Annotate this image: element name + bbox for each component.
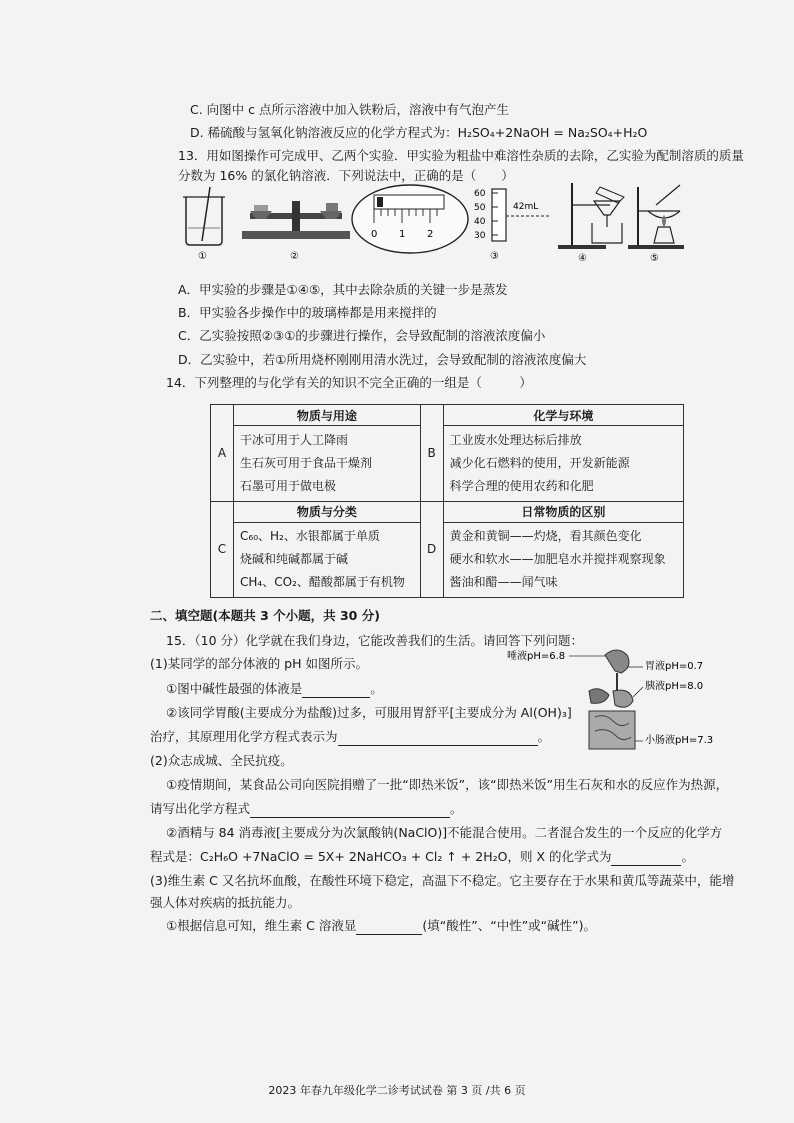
q13-apparatus-figure	[180, 183, 710, 268]
q15-part2-q2b: 程式是：C₂H₆O +7NaClO = 5X+ 2NaHCO₃ + Cl₂ ↑ + 2H₂O，则 X 的化学式为 。	[150, 849, 694, 864]
table-item: 工业废水处理达标后排放	[449, 432, 582, 447]
svg-text:42mL: 42mL	[513, 202, 539, 212]
svg-text:1: 1	[399, 229, 406, 240]
q15-part3: (3)维生素 C 又名抗坏血酸，在酸性环境下稳定，高温下不稳定。它主要存在于水果和黄瓜等蔬菜中，能增	[150, 873, 735, 888]
q15-stem: 15．（10 分）化学就在我们身边，它能改善我们的生活。请回答下列问题：	[166, 633, 584, 648]
q15-part1-q2: ②该同学胃酸(主要成分为盐酸)过多，可服用胃舒平[主要成分为 Al(OH)₃]	[166, 705, 572, 720]
table-title-a: 物质与用途	[234, 405, 421, 426]
q13-stem-line1: 13．用如图操作可完成甲、乙两个实验．甲实验为粗盐中难溶性杂质的去除，乙实验为配制溶质的质量	[178, 148, 744, 163]
answer-blank[interactable]	[302, 683, 370, 698]
answer-blank[interactable]	[250, 803, 450, 818]
table-item: 干冰可用于人工降雨	[240, 432, 349, 447]
ph-gastric-label: 胃液pH=0.7	[645, 661, 704, 672]
q15-part2-q1: ①疫情期间，某食品公司向医院捐赠了一批“即热米饭”，该“即热米饭”用生石灰和水的反应作为热源，	[166, 777, 729, 792]
evaporating-dish-icon	[628, 185, 684, 264]
svg-text:30: 30	[474, 231, 486, 241]
svg-text:①: ①	[198, 251, 207, 262]
q13-option-d: D．乙实验中，若①所用烧杯刚刚用清水洗过，会导致配制的溶液浓度偏大	[178, 352, 587, 367]
table-item: 科学合理的使用农药和化肥	[449, 478, 594, 493]
svg-text:2: 2	[427, 229, 434, 240]
ph-pancreatic-label: 胰液pH=8.0	[645, 681, 704, 692]
q12-option-d: D. 稀硫酸与氢氧化钠溶液反应的化学方程式为：H₂SO₄+2NaOH = Na₂SO₄+H₂O	[190, 125, 648, 140]
filtration-apparatus-icon	[558, 183, 624, 264]
table-cell-a	[234, 426, 421, 502]
svg-text:50: 50	[474, 203, 486, 213]
ph-body-diagram	[505, 645, 735, 763]
table-item: 酱油和醋——闻气味	[449, 575, 558, 590]
table-item: 生石灰可用于食品干燥剂	[240, 455, 373, 470]
q15-part3-q1: ①根据信息可知，维生素 C 溶液显 (填“酸性”、“中性”或“碱性”)。	[166, 918, 596, 933]
table-cell-d	[443, 522, 683, 598]
svg-text:②: ②	[290, 251, 299, 262]
table-item: 黄金和黄铜——灼烧，看其颜色变化	[449, 529, 642, 544]
svg-text:③: ③	[490, 251, 499, 262]
table-item: 石墨可用于做电极	[240, 478, 337, 493]
table-label-d: D	[420, 501, 443, 598]
q13-option-a: A．甲实验的步骤是①④⑤，其中去除杂质的关键一步是蒸发	[178, 282, 508, 297]
page-footer: 2023 年春九年级化学二诊考试试卷 第 3 页 /共 6 页	[268, 1084, 526, 1097]
table-cell-c	[234, 522, 421, 598]
beaker-icon	[183, 187, 225, 262]
table-item: 减少化石燃料的使用，开发新能源	[449, 455, 630, 470]
q14-knowledge-table	[210, 404, 684, 598]
ruler-zoom-icon	[352, 185, 468, 253]
table-item: 硬水和软水——加肥皂水并搅拌观察现象	[449, 552, 666, 567]
q13-option-b: B．甲实验各步操作中的玻璃棒都是用来搅拌的	[178, 305, 437, 320]
q15-part1-q2b: 治疗，其原理用化学方程式表示为 。	[150, 729, 551, 744]
svg-text:60: 60	[474, 189, 486, 199]
answer-blank[interactable]	[611, 851, 681, 866]
svg-text:⑤: ⑤	[650, 253, 659, 264]
table-item: C₆₀、H₂、水银都属于单质	[240, 529, 380, 544]
table-title-b: 化学与环境	[443, 405, 683, 426]
q15-part2: (2)众志成城、全民抗疫。	[150, 753, 293, 768]
table-label-c: C	[211, 501, 234, 598]
q13-option-c: C．乙实验按照②③①的步骤进行操作，会导致配制的溶液浓度偏小	[178, 328, 546, 343]
q15-part2-q1b: 请写出化学方程式 。	[150, 801, 463, 816]
table-title-d: 日常物质的区别	[443, 501, 683, 522]
q12-option-c: C. 向图中 c 点所示溶液中加入铁粉后，溶液中有气泡产生	[190, 102, 509, 117]
balance-icon	[242, 201, 350, 262]
table-cell-b	[443, 426, 683, 502]
svg-text:0: 0	[371, 229, 378, 240]
ph-intestinal-label: 小肠液pH=7.3	[645, 735, 714, 746]
svg-text:④: ④	[578, 253, 587, 264]
table-item: CH₄、CO₂、醋酸都属于有机物	[240, 575, 405, 590]
svg-text:40: 40	[474, 217, 486, 227]
table-item: 烧碱和纯碱都属于碱	[240, 552, 349, 567]
ph-saliva-label: 唾液pH=6.8	[507, 651, 566, 662]
table-label-a: A	[211, 405, 234, 502]
digestive-system-icon	[589, 650, 635, 749]
q15-part1-q1: ①图中碱性最强的体液是 。	[166, 681, 383, 696]
q14-stem: 14．下列整理的与化学有关的知识不完全正确的一组是（ ）	[166, 375, 532, 390]
table-label-b: B	[420, 405, 443, 502]
answer-blank[interactable]	[356, 920, 422, 935]
q15-part2-q2: ②酒精与 84 消毒液[主要成分为次氯酸钠(NaClO)]不能混合使用。二者混合发生的一个反应的化学方	[166, 825, 723, 840]
table-title-c: 物质与分类	[234, 501, 421, 522]
section-2-title: 二、填空题(本题共 3 个小题，共 30 分)	[150, 608, 380, 623]
graduated-cylinder-icon	[474, 189, 550, 262]
q13-stem-line2: 分数为 16% 的氯化钠溶液．下列说法中，正确的是（ ）	[178, 168, 514, 183]
q15-part3b: 强人体对疾病的抵抗能力。	[150, 895, 301, 910]
q15-part1: (1)某同学的部分体液的 pH 如图所示。	[150, 656, 368, 671]
